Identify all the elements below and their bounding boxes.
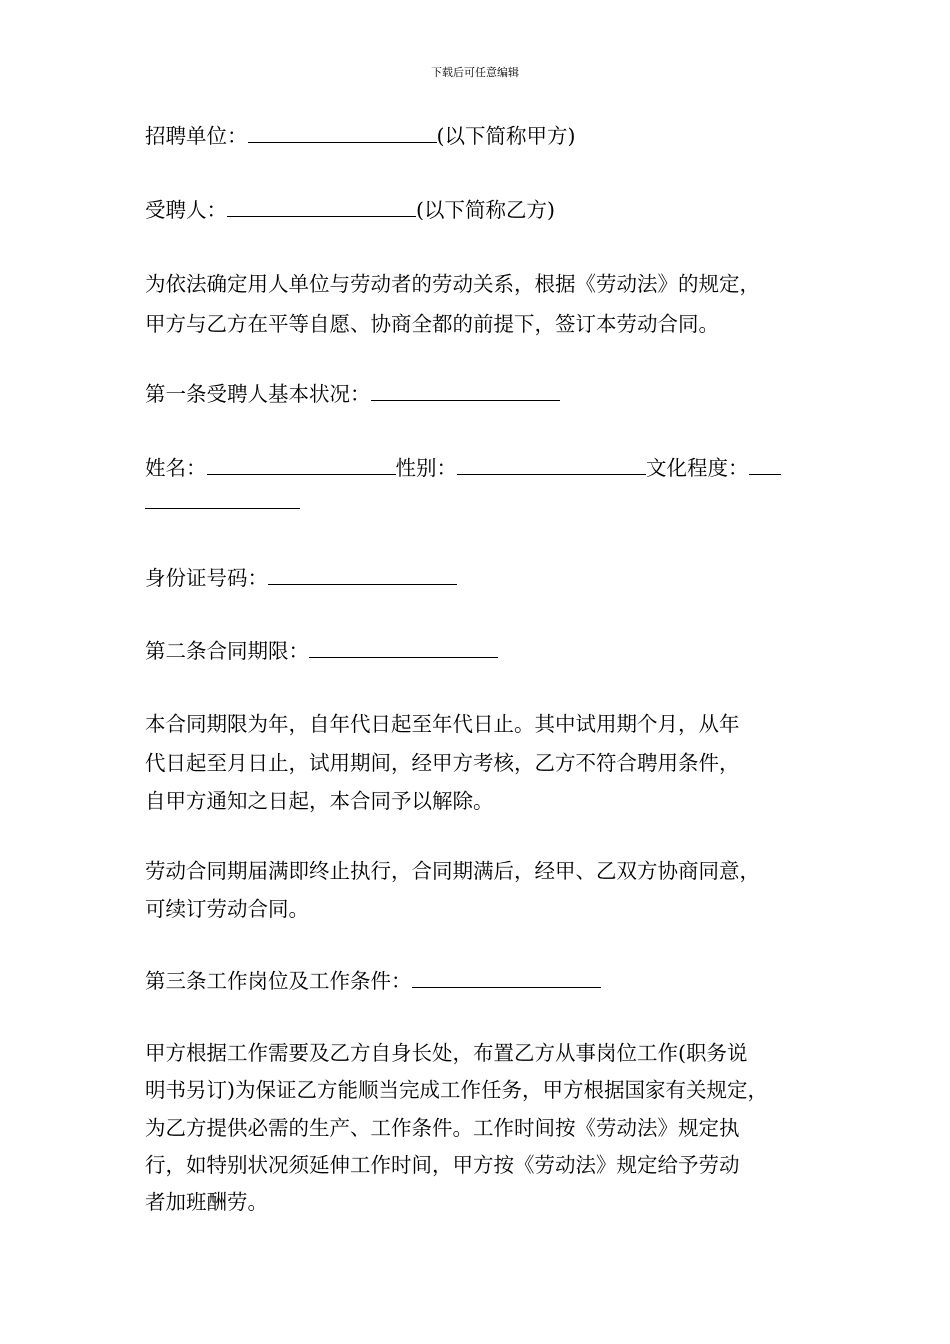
gender-label: 性别： <box>395 456 457 480</box>
employee-suffix: (以下简称乙方) <box>416 198 555 222</box>
employee-blank <box>227 198 416 217</box>
employee-line <box>145 198 555 222</box>
id-label: 身份证号码： <box>145 566 268 590</box>
work-para-line-5: 者加班酬劳。 <box>145 1190 268 1214</box>
gender-blank <box>457 456 646 475</box>
article1-blank <box>371 382 560 401</box>
article3-title-line <box>145 969 601 993</box>
renewal-para-line-1: 劳动合同期届满即终止执行，合同期满后，经甲、乙双方协商同意， <box>145 859 760 883</box>
renewal-para-line-2: 可续订劳动合同。 <box>145 897 309 921</box>
work-para-line-2: 明书另订)为保证乙方能顺当完成工作任务，甲方根据国家有关规定， <box>145 1078 768 1102</box>
article3-blank <box>412 969 601 988</box>
id-blank <box>268 566 457 585</box>
intro-line-1: 为依法确定用人单位与劳动者的劳动关系，根据《劳动法》的规定， <box>145 272 760 296</box>
employer-label: 招聘单位： <box>145 124 248 148</box>
article2-blank <box>309 639 498 658</box>
name-label: 姓名： <box>145 456 207 480</box>
article2-title-line <box>145 639 498 663</box>
education-blank <box>749 456 781 475</box>
employer-blank <box>248 124 437 143</box>
education-blank-2 <box>145 490 300 509</box>
personal-info-line <box>145 456 781 480</box>
work-para-line-3: 为乙方提供必需的生产、工作条件。工作时间按《劳动法》规定执 <box>145 1116 740 1140</box>
article3-title: 第三条工作岗位及工作条件： <box>145 969 412 993</box>
header-note: 下载后可任意编辑 <box>431 66 519 79</box>
term-para-line-2: 代日起至月日止，试用期间，经甲方考核，乙方不符合聘用条件， <box>145 751 740 775</box>
employee-label: 受聘人： <box>145 198 227 222</box>
article1-title: 第一条受聘人基本状况： <box>145 382 371 406</box>
employer-line <box>145 124 576 148</box>
name-blank <box>207 456 396 475</box>
article2-title: 第二条合同期限： <box>145 639 309 663</box>
work-para-line-1: 甲方根据工作需要及乙方自身长处，布置乙方从事岗位工作(职务说 <box>145 1041 748 1065</box>
article1-title-line <box>145 382 560 406</box>
intro-line-2: 甲方与乙方在平等自愿、协商全都的前提下，签订本劳动合同。 <box>145 312 719 336</box>
id-number-line <box>145 566 457 590</box>
work-para-line-4: 行，如特别状况须延伸工作时间，甲方按《劳动法》规定给予劳动 <box>145 1153 740 1177</box>
employer-suffix: (以下简称甲方) <box>436 124 576 148</box>
education-label: 文化程度： <box>646 456 749 480</box>
education-blank-continued <box>145 490 300 514</box>
term-para-line-1: 本合同期限为年，自年代日起至年代日止。其中试用期个月，从年 <box>145 712 740 736</box>
term-para-line-3: 自甲方通知之日起，本合同予以解除。 <box>145 789 494 813</box>
